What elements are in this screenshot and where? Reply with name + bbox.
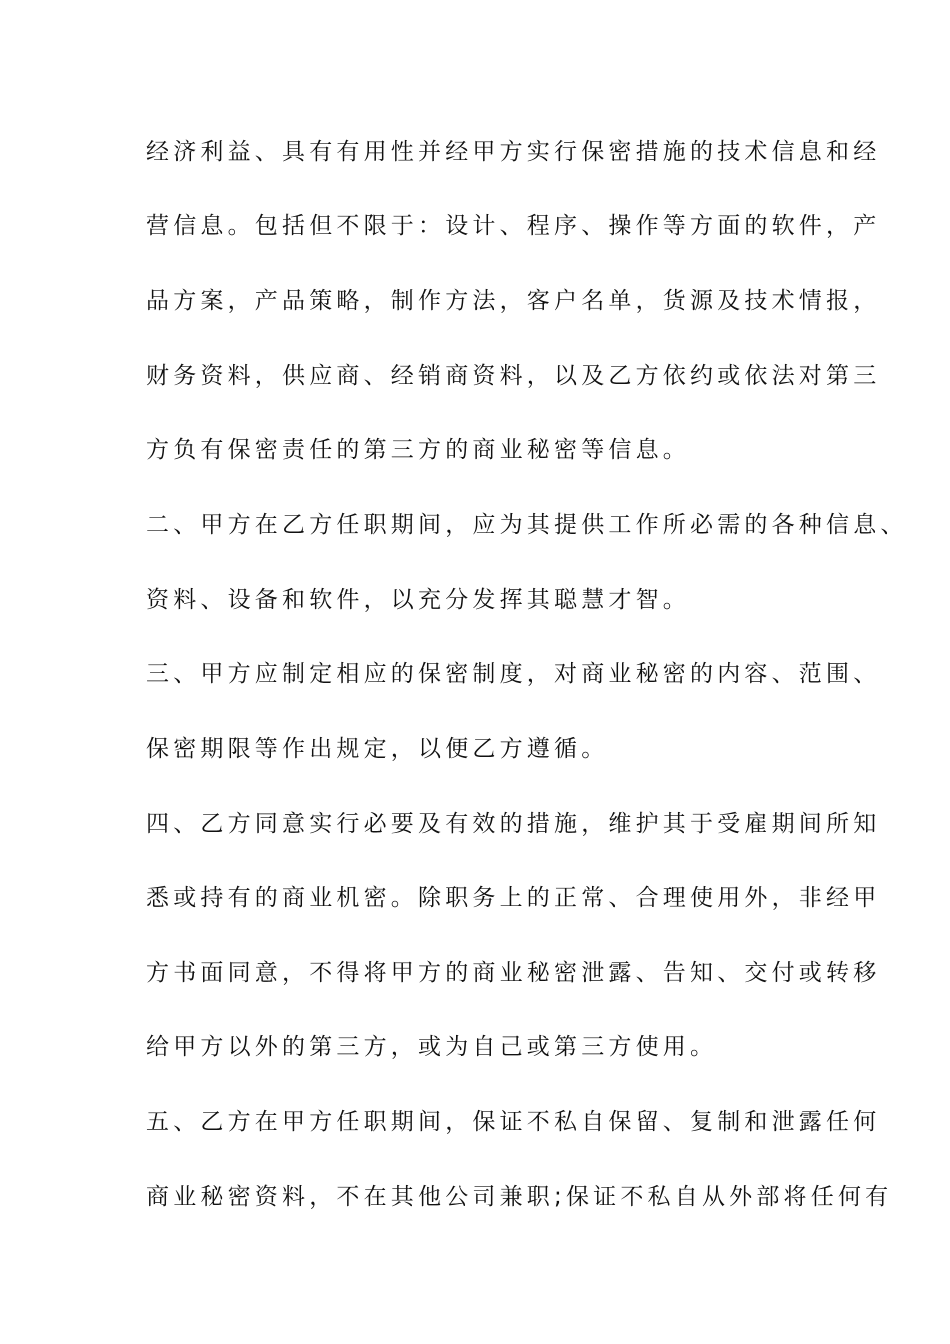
- text-line-2: 营信息。包括但不限于：设计、程序、操作等方面的软件，产: [146, 213, 881, 239]
- text-line-8: 三、甲方应制定相应的保密制度，对商业秘密的内容、范围、: [146, 661, 881, 687]
- text-line-3: 品方案，产品策略，制作方法，客户名单，货源及技术情报，: [146, 288, 881, 314]
- text-line-9: 保密期限等作出规定，以便乙方遵循。: [146, 736, 609, 762]
- text-line-11: 悉或持有的商业机密。除职务上的正常、合理使用外，非经甲: [146, 885, 881, 911]
- text-line-12: 方书面同意，不得将甲方的商业秘密泄露、告知、交付或转移: [146, 960, 881, 986]
- text-line-15: 商业秘密资料，不在其他公司兼职;保证不私自从外部将任何有: [146, 1184, 893, 1210]
- text-line-13: 给甲方以外的第三方，或为自己或第三方使用。: [146, 1034, 718, 1060]
- text-line-6: 二、甲方在乙方任职期间，应为其提供工作所必需的各种信息、: [146, 512, 908, 538]
- text-line-5: 方负有保密责任的第三方的商业秘密等信息。: [146, 437, 690, 463]
- text-line-10: 四、乙方同意实行必要及有效的措施，维护其于受雇期间所知: [146, 811, 881, 837]
- text-line-1: 经济利益、具有有用性并经甲方实行保密措施的技术信息和经: [146, 139, 881, 165]
- text-line-7: 资料、设备和软件，以充分发挥其聪慧才智。: [146, 587, 690, 613]
- text-line-4: 财务资料，供应商、经销商资料，以及乙方依约或依法对第三: [146, 363, 881, 389]
- text-line-14: 五、乙方在甲方任职期间，保证不私自保留、复制和泄露任何: [146, 1109, 881, 1135]
